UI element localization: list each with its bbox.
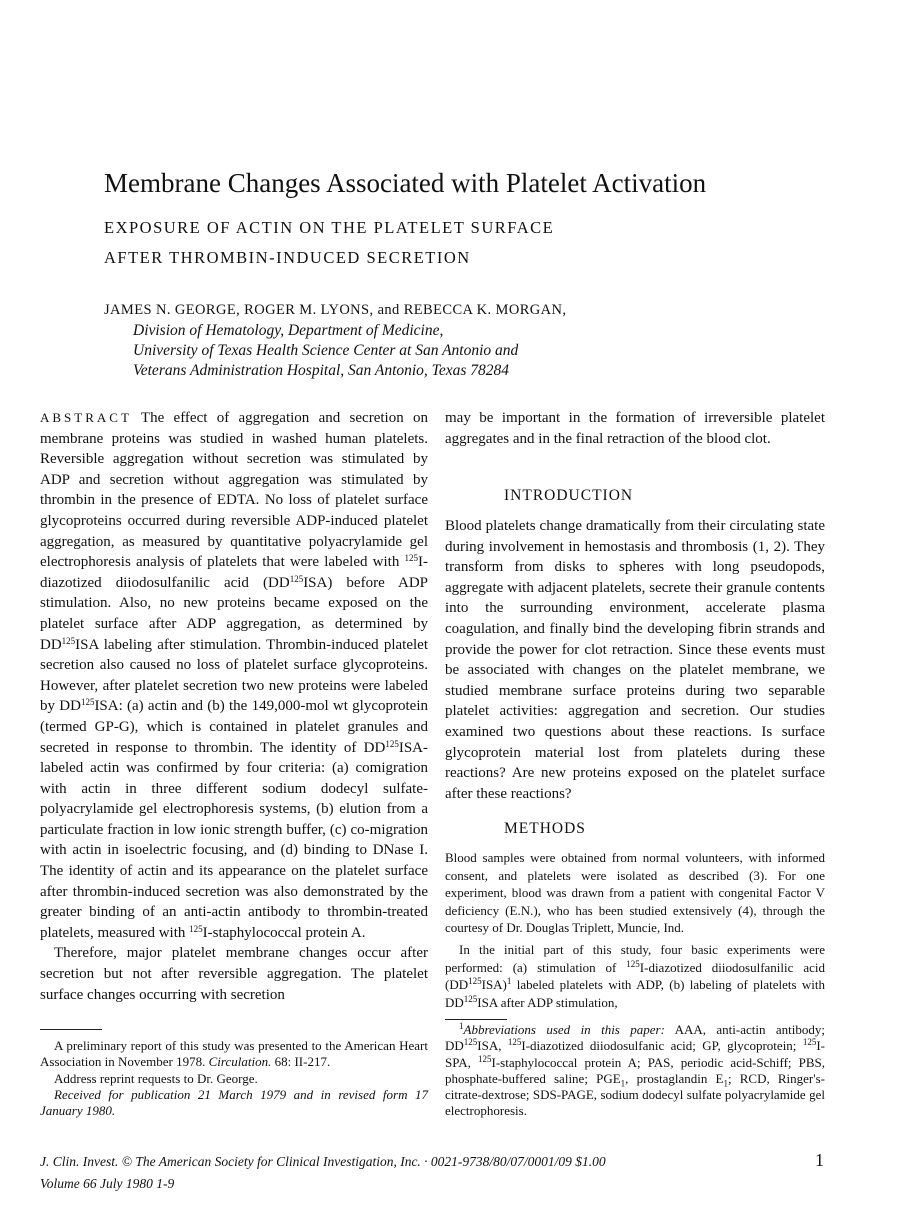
introduction-body: Blood platelets change dramatically from their circulating state during involvement in hemostasis and thrombosis (1, 2). They transform from disks to spheres with long pseudopods, aggregate with adjacent platelets, secrete their granule contents into the surrounding environment, accelerate plasma coagulation, and finally bind the developing fibrin strands and provide the power for clot retraction. Since these events must be associated with changes on the platelet membrane, we studied membrane surface proteins during two separable platelet activities: aggregation and secretion. Our studies examined two questions about these reactions. Is surface glycoprotein material lost from platelets during these reactions? Are new proteins exposed on the platelet surface after these reactions? (445, 518, 825, 802)
author-list: JAMES N. GEORGE, ROGER M. LYONS, and REBECCA K. MORGAN, (104, 302, 567, 318)
methods-heading: METHODS (504, 820, 586, 837)
paper-subtitle-line1: EXPOSURE OF ACTIN ON THE PLATELET SURFACE (104, 218, 555, 237)
footnote-marker: 1 (506, 976, 512, 986)
paper-subtitle-line2: AFTER THROMBIN-INDUCED SECRETION (104, 248, 471, 267)
affiliation-line1: Division of Hematology, Department of Medicine, (133, 322, 444, 339)
footnotes-right (445, 1022, 825, 1120)
footnotes-left (40, 1038, 428, 1119)
journal-volume: Volume 66 July 1980 1-9 (40, 1176, 175, 1191)
abstract-label: ABSTRACT (40, 410, 132, 425)
footnote-abbreviations: $^1$Abbreviations used in this paper: AAA, anti-actin antibody; DD$^{125}$ISA, $^{125}$I-diazotized diiodosulfanic acid; GP, glycoprotein; $^{125}$I-SPA, $^{125}$I-staphylococcal protein A; PAS, periodic acid-Schiff; PBS, phosphate-buffered saline; $PGE_1$, prostaglandin $E_1$; RCD, Ringer's-citrate-dextrose; SDS-PAGE, sodium dodecyl sulfate polyacrylamide gel electrophoresis. (445, 1021, 826, 1119)
journal-citation: J. Clin. Invest. © The American Society for Clinical Investigation, Inc. · 0021-9738/80/07/0001/09 $1.00 (40, 1154, 606, 1169)
paper-title: Membrane Changes Associated with Platelet Activation (104, 168, 707, 198)
footnote-divider-right (445, 1019, 507, 1020)
affiliation-line3: Veterans Administration Hospital, San Antonio, Texas 78284 (133, 362, 510, 379)
page-number: 1 (815, 1150, 824, 1170)
affiliation-line2: University of Texas Health Science Center at San Antonio and (133, 342, 519, 359)
introduction-heading: INTRODUCTION (504, 487, 634, 504)
footnote-received: Received for publication 21 March 1979 and in revised form 17 January 1980. (40, 1086, 428, 1119)
abstract-paragraph-1: ABSTRACT The effect of aggregation and secretion on membrane proteins was studied in washed human platelets. Reversible aggregation without secretion was stimulated by ADP and secretion without aggregation was stimulated by thrombin in the presence of EDTA. No loss of platelet surface glycoproteins occurred during reversible ADP-induced platelet aggregation, as measured by quantitative polyacrylamide gel electrophoresis analysis of platelets that were labeled with $^{125}$I-diazotized diiodosulfanilic acid (DD$^{125}$ISA) before ADP stimulation. Also, no new proteins became exposed on the platelet surface after ADP aggregation, as determined by DD$^{125}$ISA labeling after stimulation. Thrombin-induced platelet secretion also caused no loss of platelet surface glycoproteins. However, after platelet secretion two new proteins were labeled by DD$^{125}$ISA: (a) actin and (b) the 149,000-mol wt glycoprotein (termed GP-G), which is contained in platelet granules and secreted in response to thrombin. The identity of DD$^{125}$ISA-labeled actin was confirmed by four criteria: (a) comigration with actin in three different sodium dodecyl sulfate-polyacrylamide gel electrophoresis systems, (b) elution from a particulate fraction in low ionic strength buffer, (c) co-migration with actin in isoelectric focusing, and (d) binding to DNase I. The identity of actin and its appearance on the platelet surface after thrombin-induced secretion was also demonstrated by the greater binding of an anti-actin antibody to thrombin-treated platelets, measured with $^{125}$I-staphylococcal protein A. (40, 410, 429, 941)
abstract-column (40, 408, 428, 1005)
footnote-divider-left (40, 1029, 102, 1030)
methods-paragraph-2: In the initial part of this study, four basic experiments were performed: (a) stimulation of $^{125}$I-diazotized diiodosulfanilic acid $(DD^{125}ISA)^1$ labeled platelets with ADP, (b) labeling of platelets with DD$^{125}$ISA after ADP stimulation, (445, 942, 825, 1010)
abstract-paragraph-2: Therefore, major platelet membrane changes occur after secretion but not after reversible aggregation. The platelet surface changes occurring with secretion (40, 945, 428, 1003)
abstract-continuation: may be important in the formation of irreversible platelet aggregates and in the final retraction of the blood clot. (445, 410, 825, 447)
footnote-reprint: Address reprint requests to Dr. George. (54, 1070, 258, 1086)
methods-paragraph-1: Blood samples were obtained from normal volunteers, with informed consent, and platelets were isolated as described (3). For one experiment, blood was drawn from a patient with congenital Factor V deficiency (E.N.), who has been studied extensively (4), through the courtesy of Dr. Douglas Triplett, Muncie, Ind. (445, 850, 825, 935)
footnote-preliminary-report: A preliminary report of this study was presented to the American Heart Association in November 1978. Circulation. 68: II-217. (40, 1038, 428, 1070)
